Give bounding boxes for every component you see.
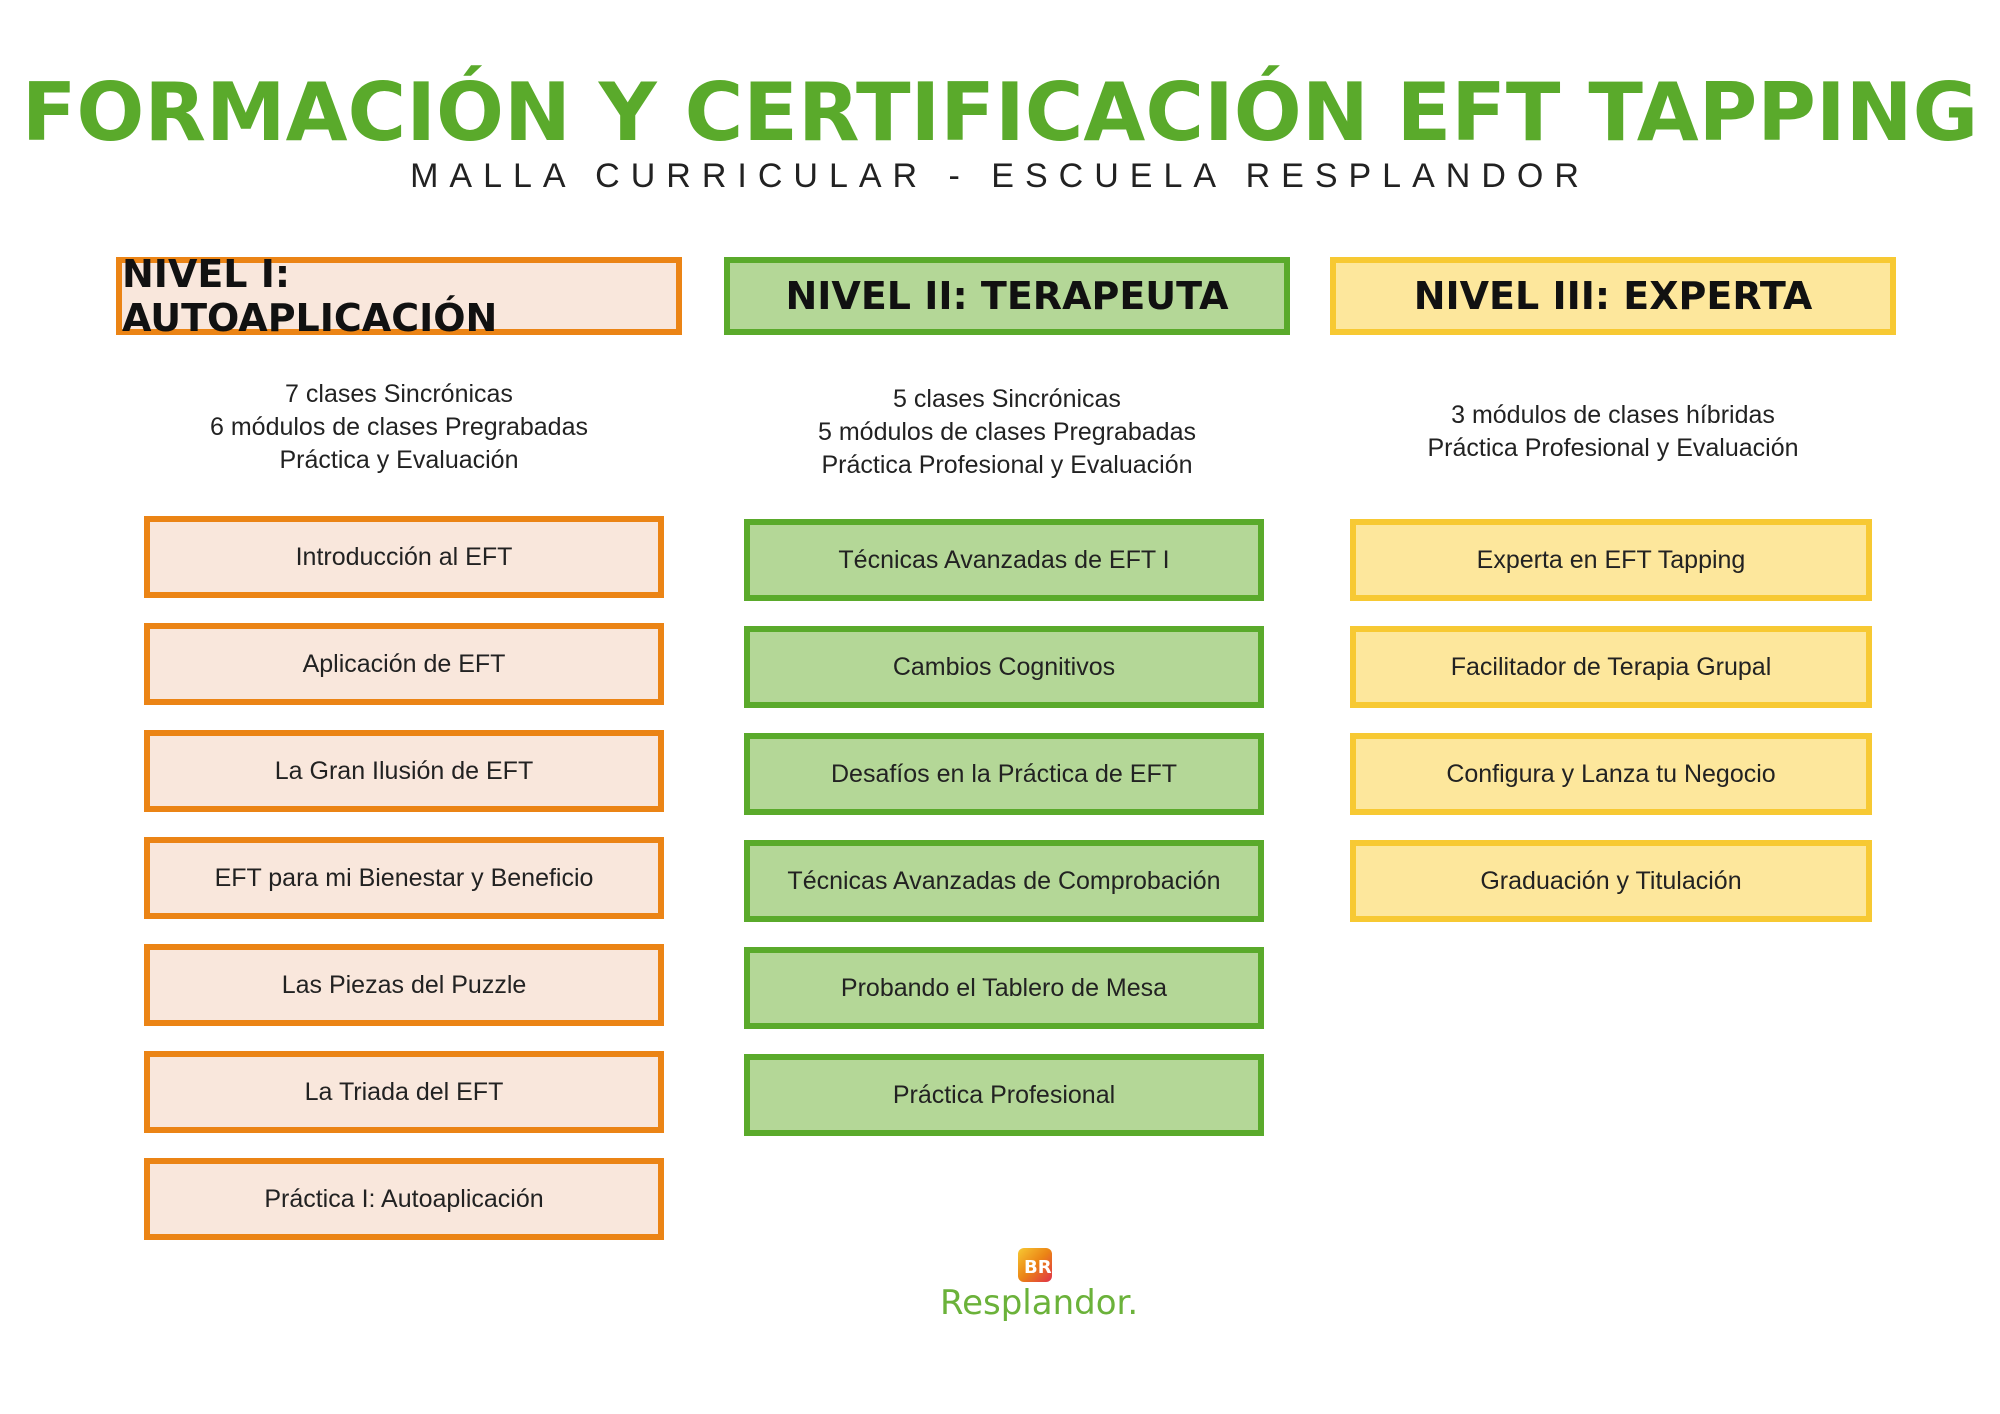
level-2-header: NIVEL II: TERAPEUTA [724,257,1290,335]
level-2-desc-line: 5 clases Sincrónicas [893,385,1121,413]
level-1-module: Aplicación de EFT [144,623,664,705]
level-1-description [116,378,682,477]
page-title: FORMACIÓN Y CERTIFICACIÓN EFT TAPPING [21,66,1979,159]
level-3-description [1330,399,1896,465]
level-1-desc-line: 6 módulos de clases Pregrabadas [209,413,588,441]
page-subtitle: MALLA CURRICULAR - ESCUELA RESPLANDOR [410,157,1590,195]
level-1-header: NIVEL I: AUTOAPLICACIÓN [116,257,682,335]
level-2-desc-line: 5 módulos de clases Pregrabadas [817,418,1196,446]
logo-text: Resplandor. [940,1283,1139,1323]
level-1-module: Introducción al EFT [144,516,664,598]
level-2-module: Técnicas Avanzadas de Comprobación [744,840,1264,922]
level-2-module: Desafíos en la Práctica de EFT [744,733,1264,815]
level-2-module: Técnicas Avanzadas de EFT I [744,519,1264,601]
level-3-desc-line: 3 módulos de clases híbridas [1451,401,1775,429]
level-3-desc-line: Práctica Profesional y Evaluación [1427,434,1799,462]
level-2-module: Cambios Cognitivos [744,626,1264,708]
level-3-module: Configura y Lanza tu Negocio [1350,733,1872,815]
svg-text:BR: BR [1024,1257,1052,1278]
level-3-module: Experta en EFT Tapping [1350,519,1872,601]
level-1-desc-line: Práctica y Evaluación [279,446,519,474]
level-2-desc-line: Práctica Profesional y Evaluación [821,451,1193,479]
level-1-module: La Gran Ilusión de EFT [144,730,664,812]
level-1-desc-line: 7 clases Sincrónicas [285,380,513,408]
level-1-module: La Triada del EFT [144,1051,664,1133]
level-2-module: Probando el Tablero de Mesa [744,947,1264,1029]
level-3-module: Facilitador de Terapia Grupal [1350,626,1872,708]
level-1-module: EFT para mi Bienestar y Beneficio [144,837,664,919]
level-2-module: Práctica Profesional [744,1054,1264,1136]
level-1-module: Práctica I: Autoaplicación [144,1158,664,1240]
level-3-header: NIVEL III: EXPERTA [1330,257,1896,335]
level-2-description [724,383,1290,482]
level-3-module: Graduación y Titulación [1350,840,1872,922]
level-1-module: Las Piezas del Puzzle [144,944,664,1026]
